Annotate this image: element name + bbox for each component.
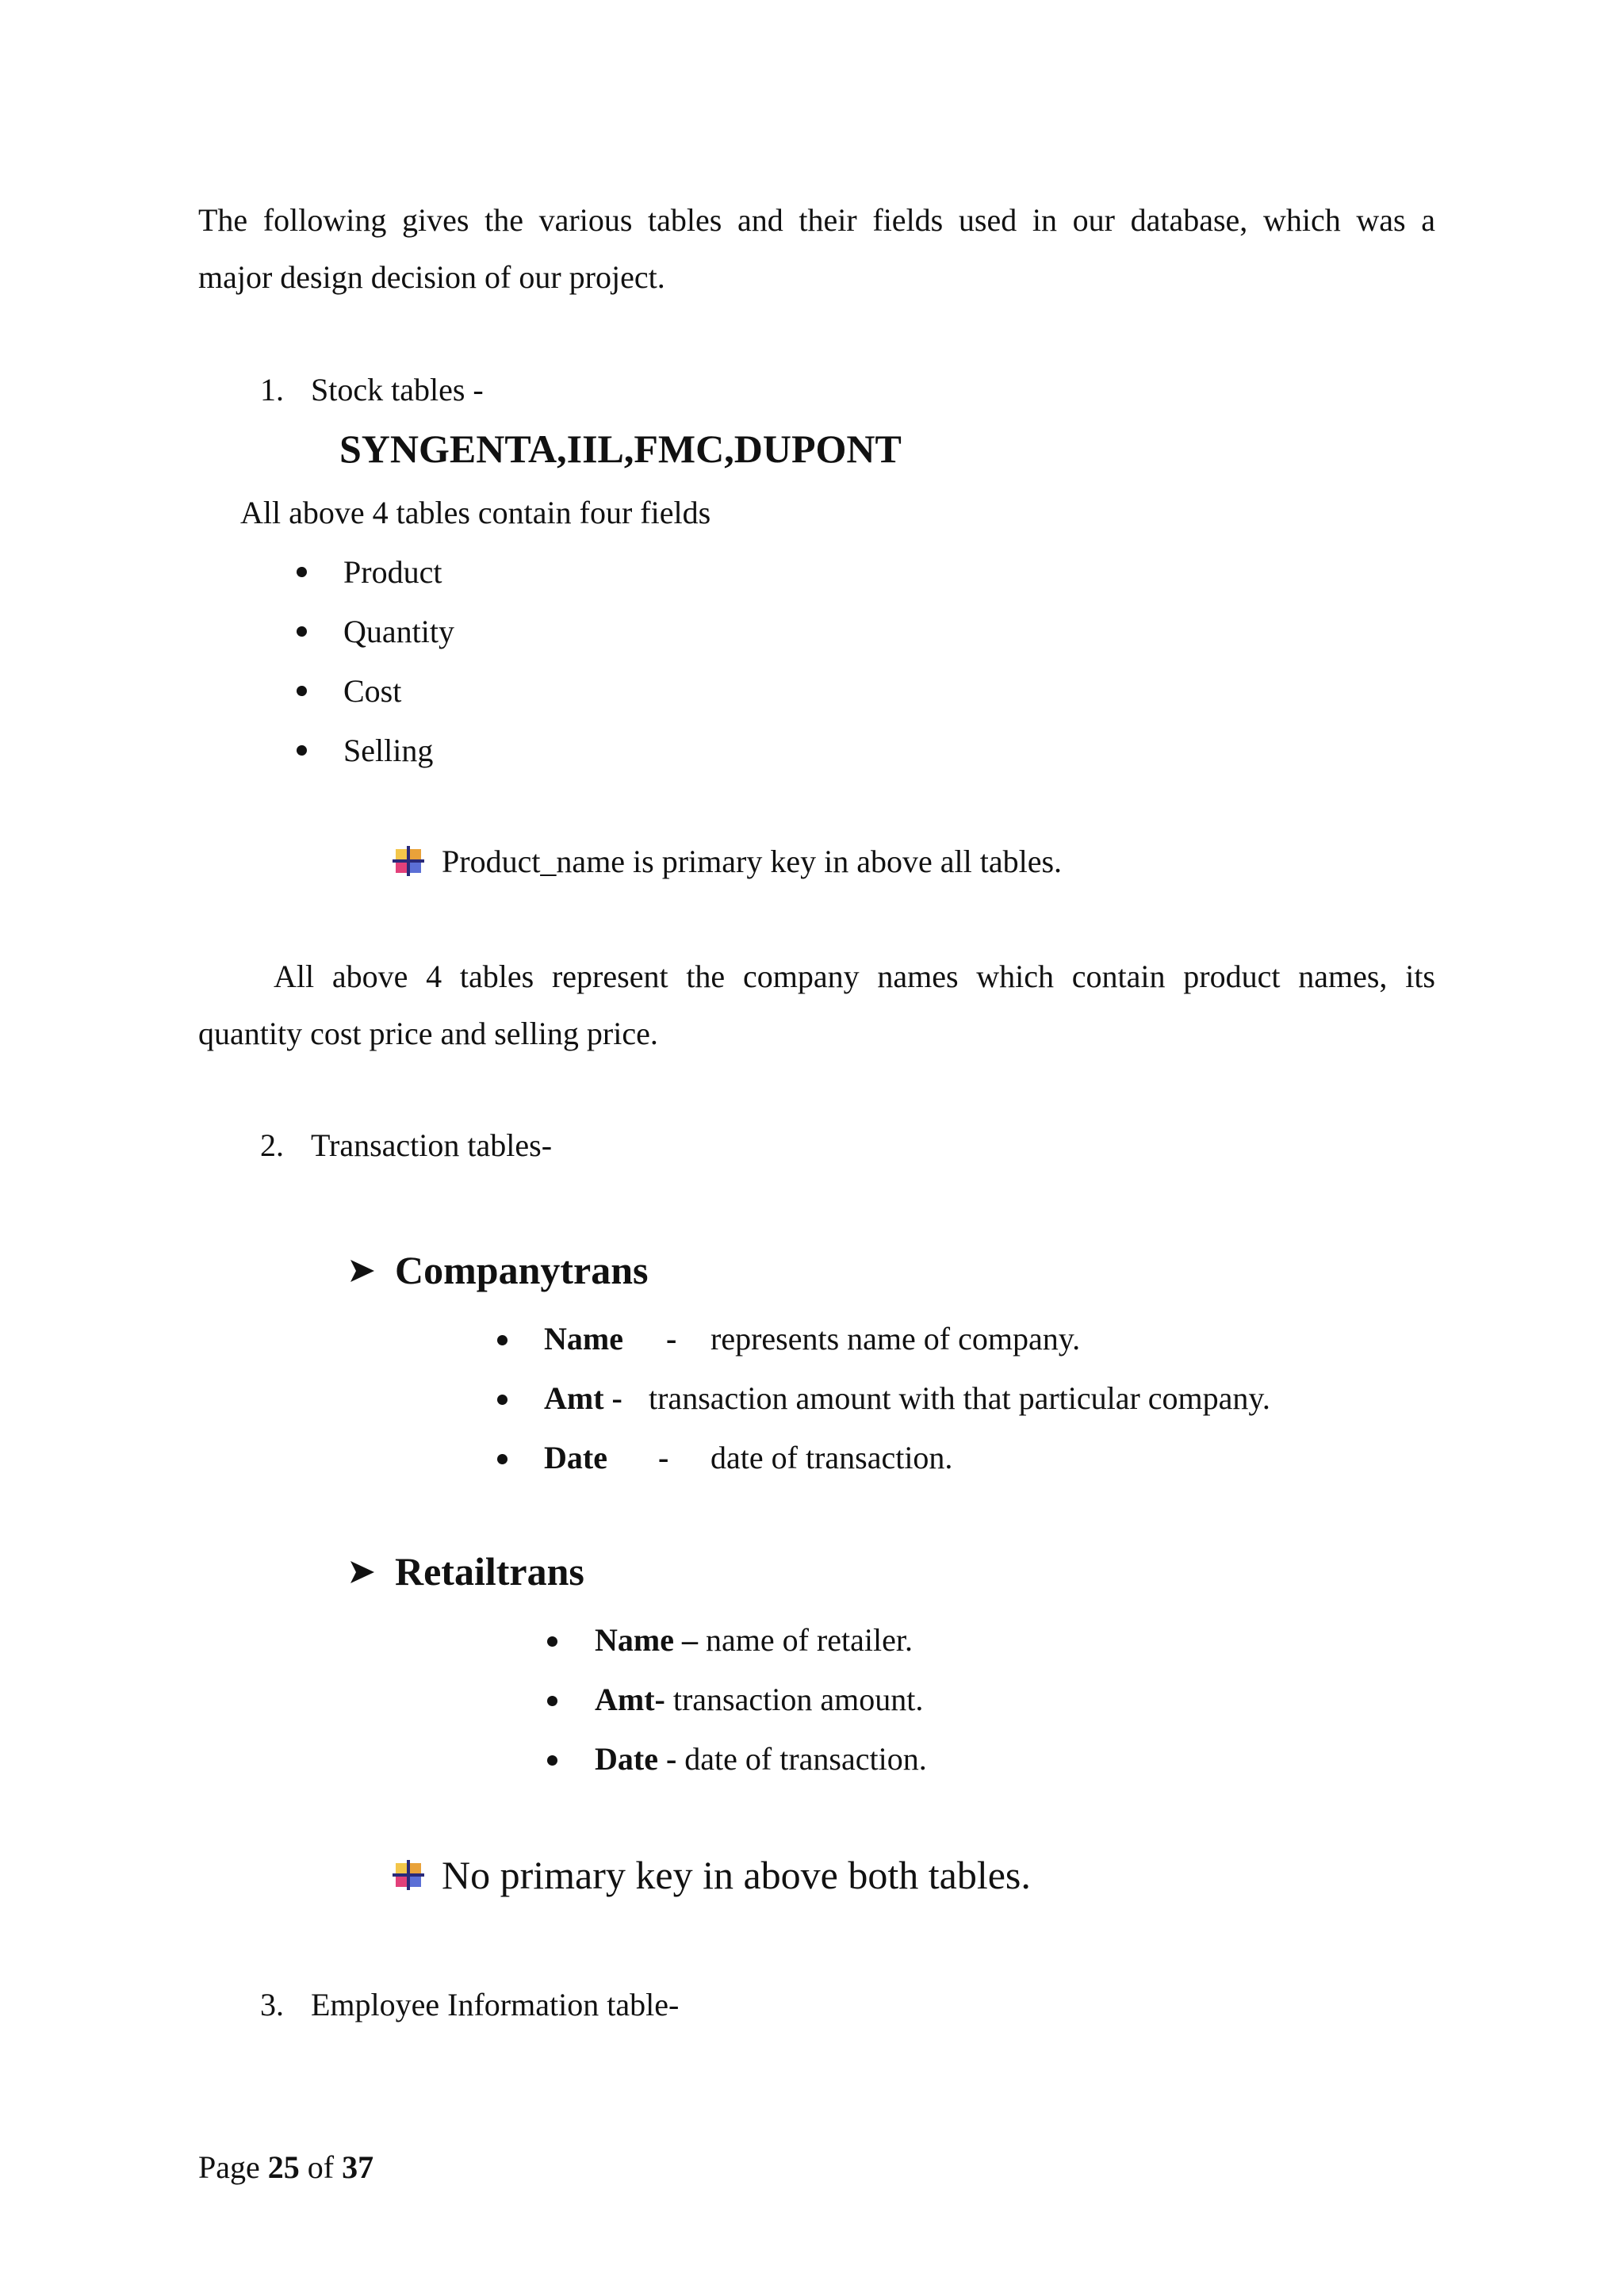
primary-key-note: Product_name is primary key in above all tables. [442,844,1063,879]
intro-paragraph [198,192,1435,306]
intro-line-2: major design decision of our project. [198,259,665,295]
four-color-cross-icon [393,846,424,876]
bullet-icon [297,686,307,696]
arrowhead-bullet-icon [349,1559,376,1585]
footer-total-pages: 37 [342,2149,374,2185]
section-1-title: Stock tables - [311,372,484,408]
section-2-title: Transaction tables- [311,1127,553,1163]
field-cost: Cost [343,673,402,709]
bullet-icon [497,1454,508,1464]
section-2-number: 2. [260,1127,284,1163]
bullet-icon [547,1636,557,1647]
companytrans-field-amt: Amt - [544,1380,622,1416]
section-3-number: 3. [260,1987,284,2022]
intro-line-1: The following gives the various tables and their fields used in our database, which was a [198,202,1435,238]
bullet-icon [547,1755,557,1766]
retailtrans-sep: – [681,1622,698,1658]
arrowhead-bullet-icon [349,1258,376,1284]
retailtrans-field-name: Name [595,1622,674,1658]
retailtrans-title: Retailtrans [395,1549,584,1594]
companytrans-field-date: Date [544,1440,607,1475]
companytrans-desc: date of transaction. [710,1440,953,1475]
retailtrans-field-date: Date - [595,1741,677,1777]
companytrans-sep: - [658,1440,669,1475]
bullet-icon [497,1395,508,1405]
retailtrans-desc: transaction amount. [672,1682,924,1717]
retailtrans-item [595,1740,927,1778]
companytrans-sep: - [666,1321,677,1357]
bullet-icon [297,745,307,756]
stock-desc-line-2: quantity cost price and selling price. [198,1016,658,1051]
stock-table-names: SYNGENTA,IIL,FMC,DUPONT [339,427,902,471]
companytrans-desc: represents name of company. [710,1321,1081,1357]
stock-description-paragraph [198,948,1435,1062]
retailtrans-desc: name of retailer. [705,1622,913,1658]
companytrans-desc: transaction amount with that particular company. [649,1380,1270,1416]
no-primary-key-note: No primary key in above both tables. [442,1853,1031,1897]
retailtrans-item [595,1681,923,1719]
field-quantity: Quantity [343,614,454,649]
fields-intro: All above 4 tables contain four fields [240,495,711,530]
section-3-title: Employee Information table- [311,1987,680,2022]
retailtrans-field-amt: Amt- [595,1682,665,1717]
footer-page-number: 25 [267,2149,300,2185]
section-1-number: 1. [260,372,284,408]
bullet-icon [547,1696,557,1706]
field-product: Product [343,554,442,590]
bullet-icon [497,1335,508,1345]
page-footer [198,2149,373,2187]
four-color-cross-icon [393,1860,424,1890]
retailtrans-desc: date of transaction. [684,1741,927,1777]
footer-of-word: of [307,2149,335,2185]
footer-page-word: Page [198,2149,260,2185]
bullet-icon [297,626,307,637]
field-selling: Selling [343,733,434,768]
companytrans-title: Companytrans [395,1248,649,1292]
stock-desc-line-1: All above 4 tables represent the company names which contain product names, its [274,959,1435,994]
retailtrans-item [595,1621,913,1659]
bullet-icon [297,567,307,577]
companytrans-field-name: Name [544,1321,623,1357]
